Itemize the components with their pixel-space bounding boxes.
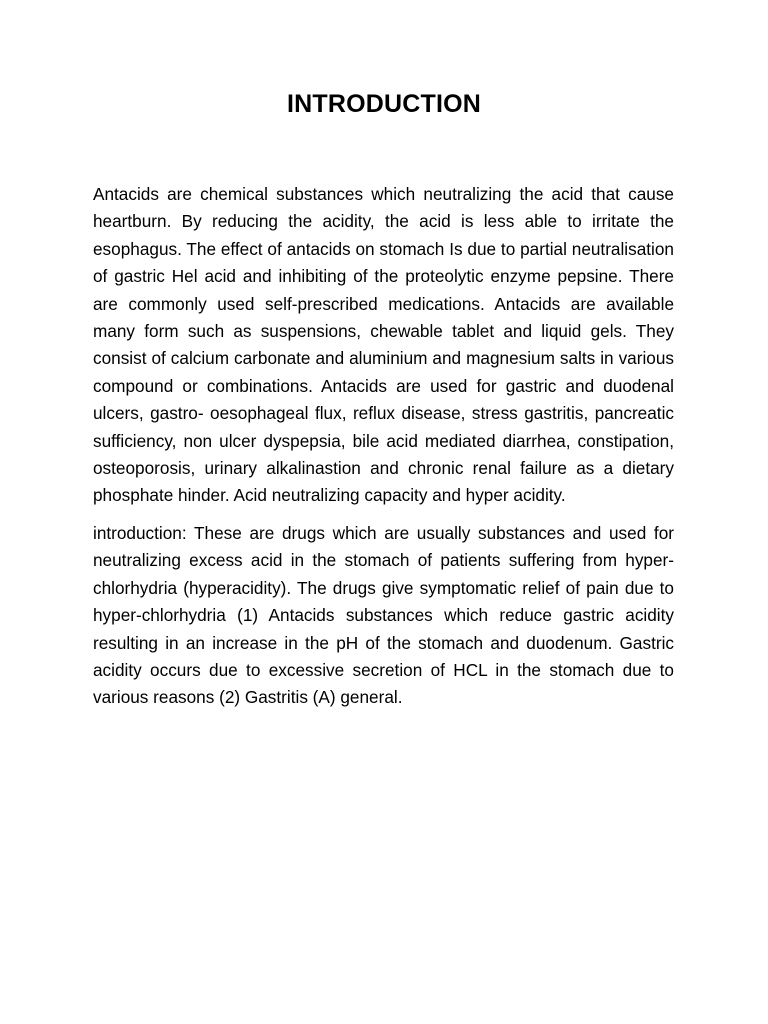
- paragraph-antacids-overview: Antacids are chemical substances which neutralizing the acid that cause heartburn. By reducing the acidity, the acid is less able to irritate the esophagus. The effect of antacids on stomach Is due to partial neutralisation of gastric Hel acid and inhibiting of the proteolytic enzyme pepsine. There are commonly used self-prescribed medications. Antacids are available many form such as suspensions, chewable tablet and liquid gels. They consist of calcium carbonate and aluminium and magnesium salts in various compound or combinations. Antacids are used for gastric and duodenal ulcers, gastro- oesophageal flux, reflux disease, stress gastritis, pancreatic sufficiency, non ulcer dyspepsia, bile acid mediated diarrhea, constipation, osteoporosis, urinary alkalinastion and chronic renal failure as a dietary phosphate hinder. Acid neutralizing capacity and hyper acidity.: [93, 184, 674, 506]
- body-text: [93, 181, 674, 722]
- page-title: INTRODUCTION: [286, 90, 482, 118]
- paragraph-introduction: introduction: These are drugs which are usually substances and used for neutralizing excess acid in the stomach of patients suffering from hyper-chlorhydria (hyperacidity). The drugs give symptomatic relief of pain due to hyper-chlorhydria (1) Antacids substances which reduce gastric acidity resulting in an increase in the pH of the stomach and duodenum. Gastric acidity occurs due to excessive secretion of HCL in the stomach due to various reasons (2) Gastritis (A) general.: [93, 522, 674, 708]
